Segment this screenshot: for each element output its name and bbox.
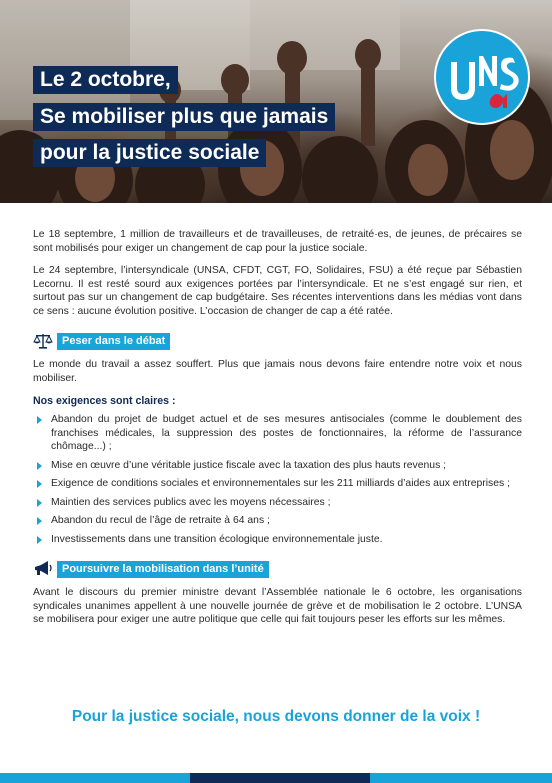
section-mobilisation-title <box>33 560 522 578</box>
list-item: Investissements dans une transition écologique environnementale juste. <box>33 533 522 547</box>
bullet-arrow-icon <box>37 536 42 544</box>
intro-paragraph-1: Le 18 septembre, 1 million de travailleurs et de travailleuses, de retraité·es, de jeunes, de précaires se sont mobilisés pour exiger un changement de cap pour la justice sociale. <box>33 229 522 254</box>
bullet-arrow-icon <box>37 480 42 488</box>
footer-segment <box>190 773 370 783</box>
list-item: Maintien des services publics avec les moyens nécessaires ; <box>33 496 522 510</box>
list-item: Exigence de conditions sociales et environnementales sur les 211 milliards d’aides aux entreprises ; <box>33 477 522 491</box>
closing-slogan: Pour la justice sociale, nous devons donner de la voix ! <box>71 708 481 725</box>
bullet-arrow-icon <box>37 462 42 470</box>
megaphone-icon <box>33 560 53 578</box>
headline-line-3: pour la justice sociale <box>33 139 266 167</box>
unsa-logo <box>433 28 531 126</box>
section-peser-text: Le monde du travail a assez souffert. Plus que jamais nous devons faire entendre notre voix et nous mobiliser. <box>33 359 522 384</box>
section-peser-title <box>33 332 522 350</box>
bullet-arrow-icon <box>37 499 42 507</box>
scales-icon <box>33 332 53 350</box>
demands-list <box>33 413 522 546</box>
intro-paragraph-2: Le 24 septembre, l’intersyndicale (UNSA, CFDT, CGT, FO, Solidaires, FSU) a été reçue par Sébastien Lecornu. Il est resté sourd aux exigences portées par l’intersyndicale. Et ne s’est engagé sur rien, et surtout pas sur un changement de cap budgétaire. Ses récentes interventions dans les médias vont dans ce sens : aucune évolution positive. L’occasion de changer de cap a été ratée. <box>33 265 522 317</box>
headline-line-1: Le 2 octobre, <box>33 66 178 94</box>
hero-banner <box>0 0 552 203</box>
list-item: Abandon du projet de budget actuel et de ses mesures antisociales (comme le doublement des franchises médicales, la suppression des postes de fonctionnaires, la réforme de l’assurance chômage...) ; <box>33 413 522 454</box>
headline-line-2: Se mobiliser plus que jamais <box>33 103 335 131</box>
content-area <box>33 228 522 636</box>
list-item: Abandon du recul de l’âge de retraite à 64 ans ; <box>33 514 522 528</box>
footer-bar <box>0 773 552 783</box>
section-mobilisation-label: Poursuivre la mobilisation dans l’unité <box>57 561 269 578</box>
bullet-arrow-icon <box>37 416 42 424</box>
section-mobilisation-text: Avant le discours du premier ministre devant l’Assemblée nationale le 6 octobre, les organisations syndicales unanimes appellent à une nouvelle journée de grève et de mobilisation le 2 octobre. L’UNSA se mobilisera pour exiger une autre politique que celle qui fait toujours peser les efforts sur les mêmes. <box>33 587 522 625</box>
demands-title: Nos exigences sont claires : <box>33 395 176 407</box>
footer-segment <box>370 773 552 783</box>
section-peser-label: Peser dans le débat <box>57 333 170 350</box>
footer-segment <box>0 773 190 783</box>
list-item: Mise en œuvre d’une véritable justice fiscale avec la taxation des plus hauts revenus ; <box>33 459 522 473</box>
bullet-arrow-icon <box>37 517 42 525</box>
